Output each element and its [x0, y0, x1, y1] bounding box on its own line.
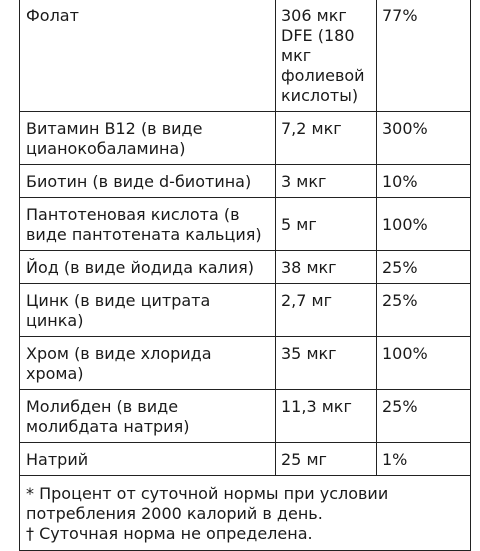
nutrient-amount: 11,3 мкг	[276, 390, 377, 443]
daily-value-percent: 300%	[377, 112, 471, 165]
table-row	[20, 284, 471, 337]
daily-value-percent: 25%	[377, 390, 471, 443]
nutrient-amount: 3 мкг	[276, 165, 377, 198]
table-row	[20, 112, 471, 165]
table-row	[20, 337, 471, 390]
table-row	[20, 390, 471, 443]
footnote-not-established-note: † Суточная норма не определена.	[26, 524, 313, 543]
nutrient-amount: 25 мг	[276, 443, 377, 476]
nutrient-name: Молибден (в виде молибдата натрия)	[20, 390, 276, 443]
nutrient-amount: 5 мг	[276, 198, 377, 251]
table-row	[20, 198, 471, 251]
nutrient-amount: 306 мкг DFE (180 мкг фолиевой кислоты)	[276, 0, 377, 112]
nutrient-name: Цинк (в виде цитрата цинка)	[20, 284, 276, 337]
nutrient-name: Витамин B12 (в виде цианокобаламина)	[20, 112, 276, 165]
nutrient-name: Хром (в виде хлорида хрома)	[20, 337, 276, 390]
nutrition-facts-table	[19, 0, 471, 551]
daily-value-percent: 77%	[377, 0, 471, 112]
nutrient-amount: 2,7 мг	[276, 284, 377, 337]
daily-value-percent: 100%	[377, 198, 471, 251]
nutrient-name: Фолат	[20, 0, 276, 112]
table-row	[20, 443, 471, 476]
nutrient-name: Йод (в виде йодида калия)	[20, 251, 276, 284]
daily-value-percent: 10%	[377, 165, 471, 198]
daily-value-percent: 1%	[377, 443, 471, 476]
table-row	[20, 0, 471, 112]
footnote-row	[20, 476, 471, 551]
nutrient-amount: 38 мкг	[276, 251, 377, 284]
footnote	[20, 476, 471, 551]
nutrient-amount: 35 мкг	[276, 337, 377, 390]
daily-value-percent: 25%	[377, 251, 471, 284]
nutrient-name: Пантотеновая кислота (в виде пантотената кальция)	[20, 198, 276, 251]
nutrient-name: Биотин (в виде d-биотина)	[20, 165, 276, 198]
daily-value-percent: 25%	[377, 284, 471, 337]
table-row	[20, 251, 471, 284]
table-row	[20, 165, 471, 198]
footnote-daily-value-note-cont: потребления 2000 калорий в день.	[26, 504, 323, 523]
nutrient-amount: 7,2 мкг	[276, 112, 377, 165]
nutrient-name: Натрий	[20, 443, 276, 476]
daily-value-percent: 100%	[377, 337, 471, 390]
footnote-daily-value-note: * Процент от суточной нормы при условии	[26, 484, 389, 503]
